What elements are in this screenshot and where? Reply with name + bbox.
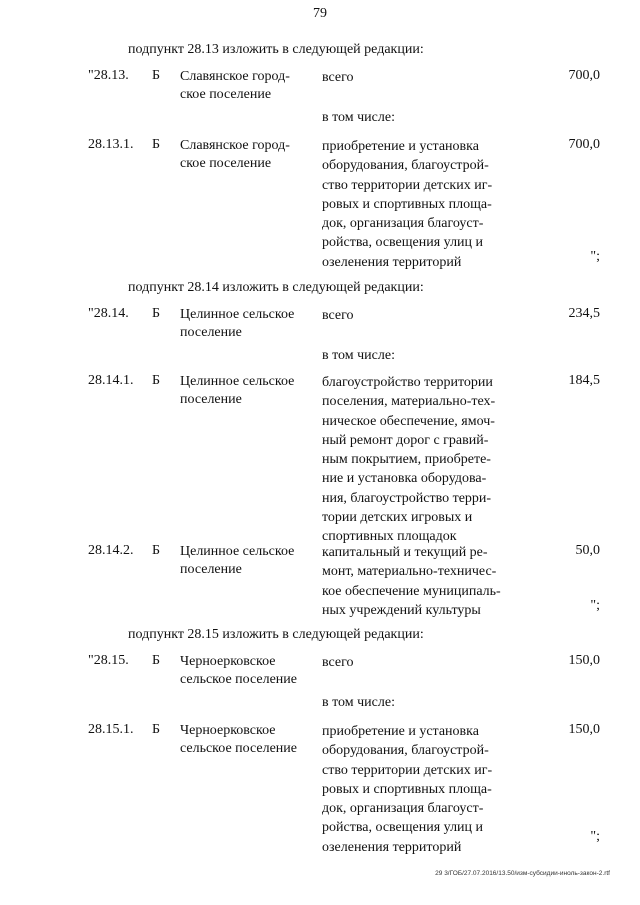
item-description: всего (322, 655, 354, 670)
item-description: капитальный и текущий ре- монт, материально-техничес- кое обеспечение муниципаль- ных учреждений культуры (322, 545, 501, 618)
item-amount: 700,0 (568, 137, 600, 152)
item-name: Черноерковское сельское поселение (180, 654, 297, 687)
item-name: Славянское город- ское поселение (180, 69, 290, 102)
item-code: 28.14.1. (88, 373, 134, 388)
item-name: Целинное сельское поселение (180, 544, 295, 577)
item-amount: 700,0 (568, 68, 600, 83)
footer-file-path: 29 3/ГОБ/27.07.2016/13.50/изм-субсидии-иноль-закон-2.rtf (435, 870, 610, 877)
including-label: в том числе: (322, 348, 395, 363)
closing-quote: "; (590, 829, 600, 844)
item-description: приобретение и установка оборудования, благоустрой- ство территории детских иг- ровых и спортивных площа- док, организация благоуст- ройства, освещения улиц и озеленения территорий (322, 139, 493, 270)
item-amount: 184,5 (568, 373, 600, 388)
item-group: Б (152, 722, 161, 737)
section-instruction: подпункт 28.15 изложить в следующей редакции: (128, 627, 424, 642)
item-name: Целинное сельское поселение (180, 374, 295, 407)
closing-quote: "; (590, 598, 600, 613)
page-number: 79 (313, 6, 327, 21)
item-description: приобретение и установка оборудования, благоустрой- ство территории детских иг- ровых и спортивных площа- док, организация благоуст- ройства, освещения улиц и озеленения территорий (322, 724, 493, 855)
item-name: Черноерковское сельское поселение (180, 723, 297, 756)
item-code: 28.13.1. (88, 137, 134, 152)
item-description: благоустройство территории поселения, материально-тех- ническое обеспечение, ямоч- ный ремонт дорог с гравий- ным покрытием, приобрете- ние и установка оборудова- ния, благоустройство терри- тории детских игровых и спортивных площадок (322, 375, 496, 545)
item-code: "28.14. (88, 306, 129, 321)
item-group: Б (152, 373, 161, 388)
including-label: в том числе: (322, 110, 395, 125)
item-amount: 234,5 (568, 306, 600, 321)
item-group: Б (152, 306, 161, 321)
including-label: в том числе: (322, 695, 395, 710)
item-amount: 150,0 (568, 722, 600, 737)
item-group: Б (152, 543, 161, 558)
item-code: "28.13. (88, 68, 129, 83)
item-group: Б (152, 653, 161, 668)
item-amount: 150,0 (568, 653, 600, 668)
item-group: Б (152, 137, 161, 152)
item-description: всего (322, 70, 354, 85)
item-description: всего (322, 308, 354, 323)
section-instruction: подпункт 28.13 изложить в следующей редакции: (128, 42, 424, 57)
item-amount: 50,0 (575, 543, 600, 558)
section-instruction: подпункт 28.14 изложить в следующей редакции: (128, 280, 424, 295)
item-name: Славянское город- ское поселение (180, 138, 290, 171)
item-code: 28.15.1. (88, 722, 134, 737)
closing-quote: "; (590, 249, 600, 264)
item-name: Целинное сельское поселение (180, 307, 295, 340)
item-group: Б (152, 68, 161, 83)
item-code: "28.15. (88, 653, 129, 668)
item-code: 28.14.2. (88, 543, 134, 558)
